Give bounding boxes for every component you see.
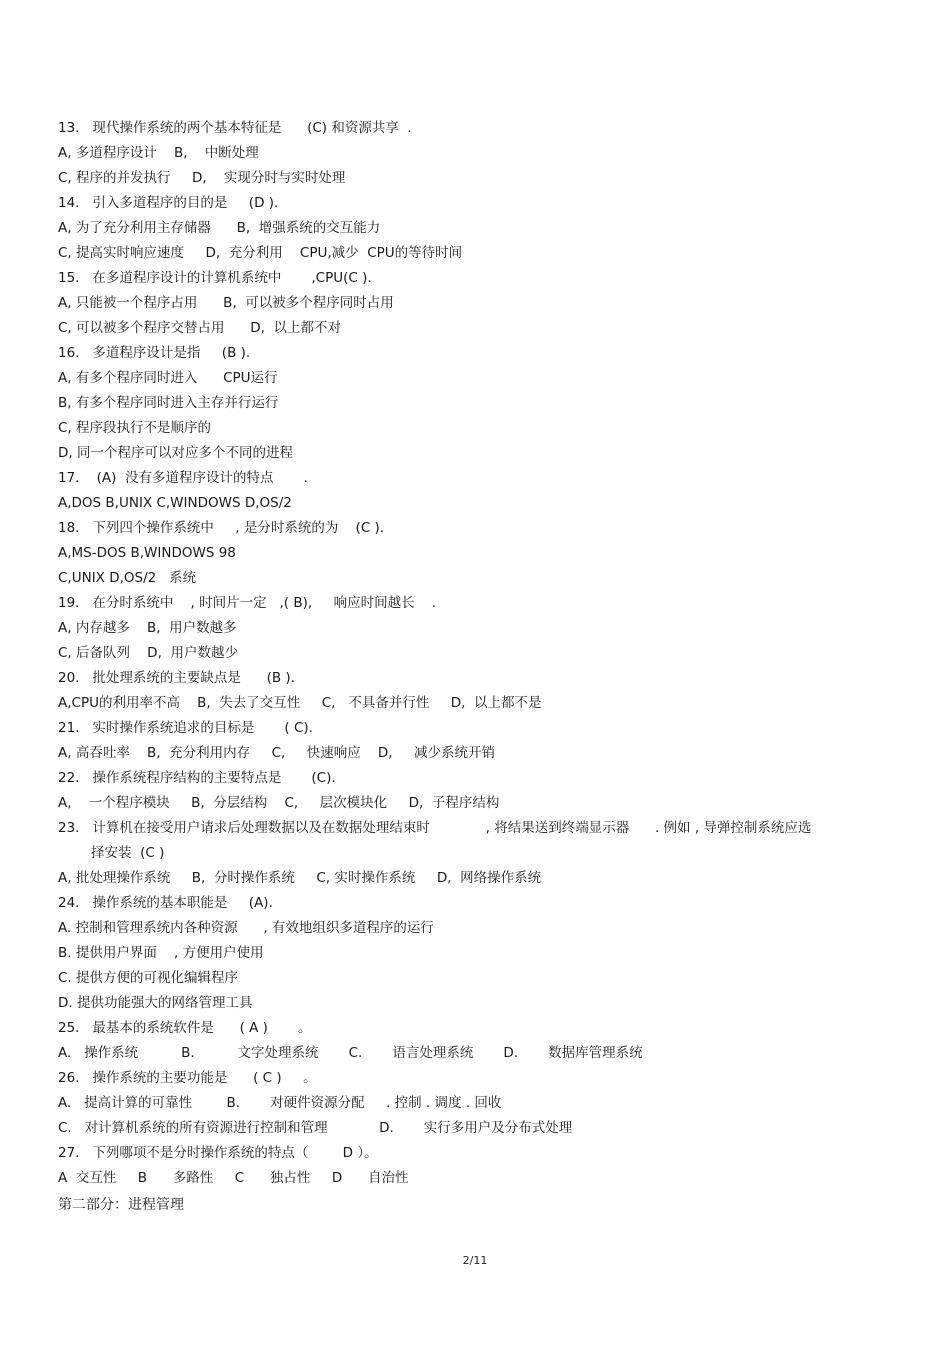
question-22: 22. 操作系统程序结构的主要特点是 (C).	[58, 770, 336, 786]
question-26: 26. 操作系统的主要功能是 ( C ) 。	[58, 1070, 317, 1086]
question-23: 23. 计算机在接受用户请求后处理数据以及在数据处理结束时 , 将结果送到终端显示器 . 例如 , 导弹控制系统应选	[58, 820, 812, 836]
question-16-option-a: A, 有多个程序同时进入 CPU运行	[58, 370, 278, 386]
question-18-options-ab: A,MS-DOS B,WINDOWS 98	[58, 545, 236, 561]
question-20-options: A,CPU的利用率不高 B, 失去了交互性 C, 不具备并行性 D, 以上都不是	[58, 695, 542, 711]
question-23-continued: 择安装 (C )	[91, 845, 165, 861]
question-13-options-cd: C, 程序的并发执行 D, 实现分时与实时处理	[58, 170, 346, 186]
question-16: 16. 多道程序设计是指 (B ).	[58, 345, 251, 361]
question-21: 21. 实时操作系统追求的目标是 ( C).	[58, 720, 313, 736]
question-24-option-a: A. 控制和管理系统内各种资源 , 有效地组织多道程序的运行	[58, 920, 434, 936]
question-14: 14. 引入多道程序的目的是 (D ).	[58, 195, 279, 211]
question-18: 18. 下列四个操作系统中 , 是分时系统的为 (C ).	[58, 520, 385, 536]
question-26-options-ab: A. 提高计算的可靠性 B. 对硬件资源分配 . 控制 . 调度 . 回收	[58, 1095, 502, 1111]
question-24-option-b: B. 提供用户界面 , 方便用户使用	[58, 945, 264, 961]
question-23-options: A, 批处理操作系统 B, 分时操作系统 C, 实时操作系统 D, 网络操作系统	[58, 870, 542, 886]
question-22-options: A, 一个程序模块 B, 分层结构 C, 层次模块化 D, 子程序结构	[58, 795, 500, 811]
question-24-option-d: D. 提供功能强大的网络管理工具	[58, 995, 253, 1011]
question-17: 17. (A) 没有多道程序设计的特点 .	[58, 470, 308, 486]
question-13: 13. 现代操作系统的两个基本特征是 (C) 和资源共享 .	[58, 120, 412, 136]
question-15-options-ab: A, 只能被一个程序占用 B, 可以被多个程序同时占用	[58, 295, 394, 311]
question-19-options-cd: C, 后备队列 D, 用户数越少	[58, 645, 238, 661]
question-27: 27. 下列哪项不是分时操作系统的特点（ D ）。	[58, 1145, 378, 1161]
question-20: 20. 批处理系统的主要缺点是 (B ).	[58, 670, 295, 686]
question-14-options-cd: C, 提高实时响应速度 D, 充分利用 CPU,减少 CPU的等待时间	[58, 245, 463, 261]
question-26-options-cd: C. 对计算机系统的所有资源进行控制和管理 D. 实行多用户及分布式处理	[58, 1120, 573, 1136]
question-17-options: A,DOS B,UNIX C,WINDOWS D,OS/2	[58, 495, 292, 511]
question-21-options: A, 高吞吐率 B, 充分利用内存 C, 快速响应 D, 减少系统开销	[58, 745, 496, 761]
question-14-options-ab: A, 为了充分利用主存储器 B, 增强系统的交互能力	[58, 220, 381, 236]
section-heading: 第二部分：进程管理	[58, 1197, 184, 1213]
question-18-options-cd: C,UNIX D,OS/2 系统	[58, 570, 197, 586]
question-15-options-cd: C, 可以被多个程序交替占用 D, 以上都不对	[58, 320, 342, 336]
question-16-option-b: B, 有多个程序同时进入主存并行运行	[58, 395, 279, 411]
question-16-option-d: D, 同一个程序可以对应多个不同的进程	[58, 445, 293, 461]
page-number: 2/11	[462, 1254, 488, 1267]
question-24: 24. 操作系统的基本职能是 (A).	[58, 895, 273, 911]
question-24-option-c: C. 提供方便的可视化编辑程序	[58, 970, 239, 986]
question-13-options-ab: A, 多道程序设计 B, 中断处理	[58, 145, 259, 161]
question-25-options: A. 操作系统 B. 文字处理系统 C. 语言处理系统 D. 数据库管理系统	[58, 1045, 643, 1061]
question-15: 15. 在多道程序设计的计算机系统中 ,CPU(C ).	[58, 270, 372, 286]
question-25: 25. 最基本的系统软件是 ( A ) 。	[58, 1020, 312, 1036]
question-16-option-c: C, 程序段执行不是顺序的	[58, 420, 212, 436]
question-19-options-ab: A, 内存越多 B, 用户数越多	[58, 620, 237, 636]
question-19: 19. 在分时系统中 , 时间片一定 ,( B), 响应时间越长 .	[58, 595, 437, 611]
question-27-options: A 交互性 B 多路性 C 独占性 D 自治性	[58, 1170, 409, 1186]
